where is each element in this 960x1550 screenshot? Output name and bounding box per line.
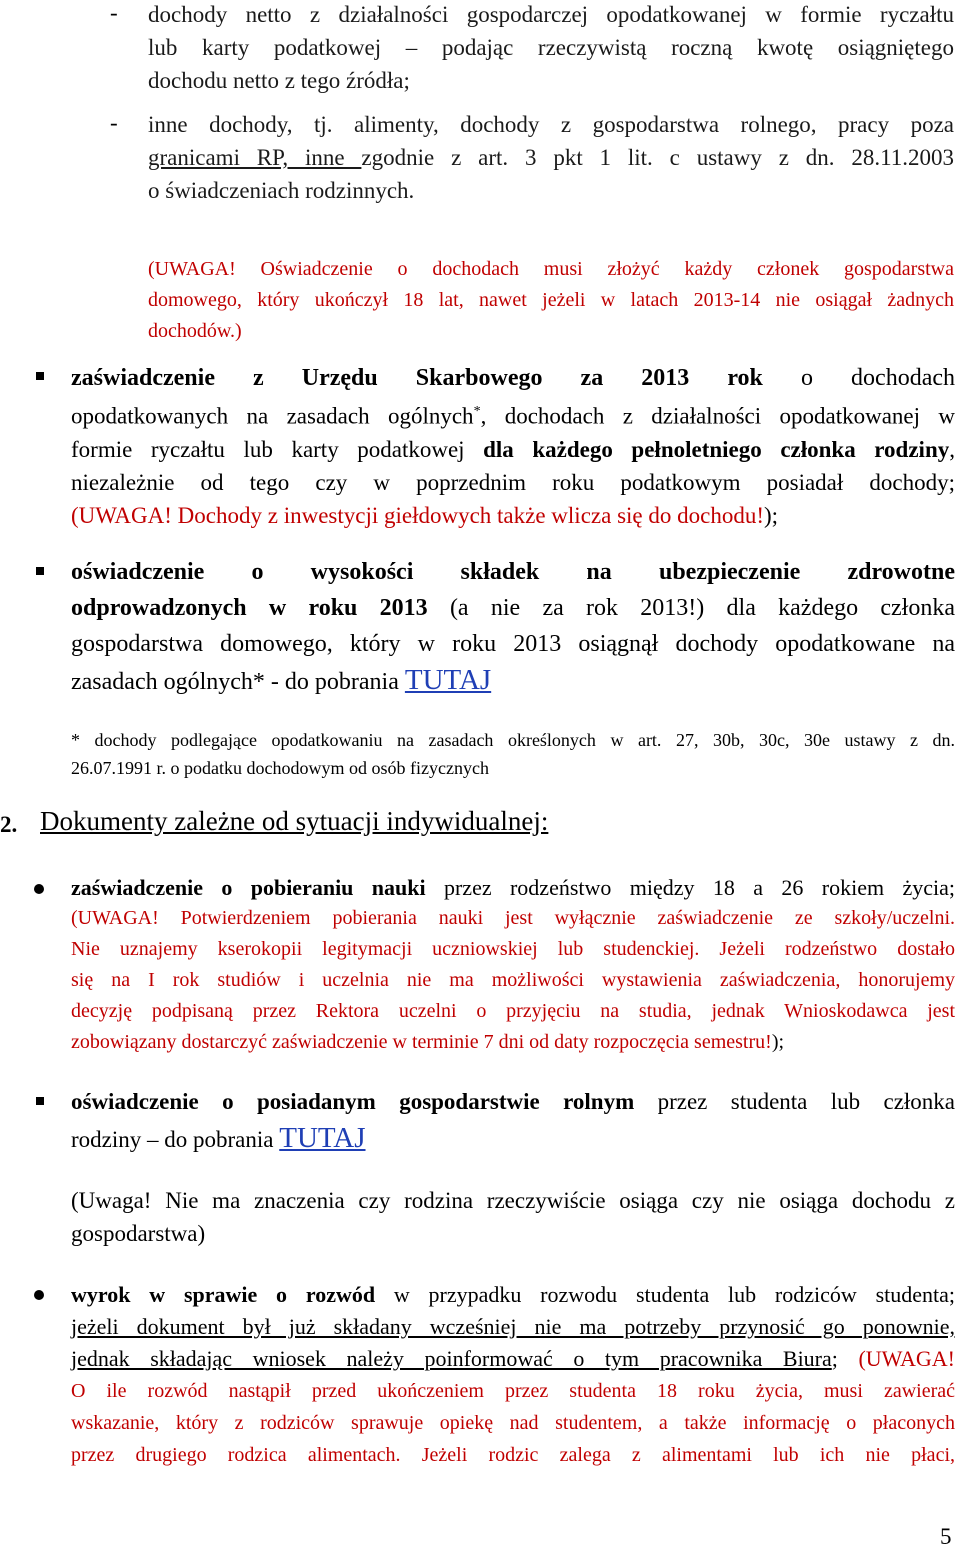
red-text: ile rozwód nastąpił przed ukończeniem przez studenta 18 roku życia, musi zawierać xyxy=(85,1380,955,1402)
text-line: decyzję podpisaną przez Rektora uczelni o przyjęciu na studia, jednak Wnioskodawca jest xyxy=(71,1000,955,1022)
text-line: lub karty podatkowej – podając rzeczywistą roczną kwotę osiągniętego xyxy=(148,35,954,60)
text-line: dochodów.) xyxy=(148,320,242,342)
square-bullet-icon xyxy=(36,567,44,575)
text-line xyxy=(71,433,955,466)
dash-item-other-income xyxy=(148,108,954,207)
uwaga-label: (UWAGA! xyxy=(71,907,159,929)
list-item-health-insurance xyxy=(71,554,955,700)
text-span: rodziny – do pobrania xyxy=(71,1127,280,1152)
list-item-study-certificate xyxy=(71,872,955,1058)
text-line xyxy=(71,395,955,433)
text-line: się na I rok studiów i uczelnia nie ma możliwości wystawienia zaświadczenia, honorujemy xyxy=(71,969,955,991)
text-span: (a nie za rok 2013!) dla każdego członka xyxy=(427,595,956,621)
text-line: gospodarstwa domowego, który w roku 2013 osiągnął dochody opodatkowane na xyxy=(71,631,955,657)
text-line: o świadczeniach rodzinnych. xyxy=(148,178,415,203)
text-span: zgodnie z art. 3 pkt 1 lit. c ustawy z dn. 28.11.2003 xyxy=(361,145,954,170)
text-span: ); xyxy=(764,502,779,528)
text-line: 26.07.1991 r. o podatku dochodowym od osób fizycznych xyxy=(71,758,489,778)
text-line xyxy=(71,1120,955,1158)
text-span: opodatkowanych na zasadach ogólnych xyxy=(71,403,474,429)
bold-text: oświadczenie o wysokości składek na ubezpieczenie zdrowotne xyxy=(71,559,955,585)
text-line xyxy=(71,554,955,590)
text-line: domowego, który ukończył 18 lat, nawet jeżeli w latach 2013-14 nie osiągał żadnych xyxy=(148,289,954,311)
bold-text: dla każdego pełnoletniego członka rodziny xyxy=(483,436,950,462)
text-line xyxy=(71,362,955,395)
text-line xyxy=(71,872,955,903)
red-text: O xyxy=(71,1380,86,1402)
uwaga-label: (UWAGA! xyxy=(71,502,178,528)
section-number: 2. xyxy=(0,812,18,837)
text-line xyxy=(71,1375,955,1407)
bold-text: zaświadczenie z Urzędu Skarbowego za 2013 rok xyxy=(71,365,763,391)
square-bullet-icon xyxy=(36,372,44,380)
bold-text: wyrok w sprawie o rozwód xyxy=(71,1282,376,1307)
text-span: ; xyxy=(831,1346,859,1371)
red-text: Potwierdzeniem pobierania nauki jest wyłącznie zaświadczenie ze szkoły/uczelni. xyxy=(158,907,955,929)
dash-item-business-income xyxy=(148,0,954,97)
round-bullet-icon xyxy=(34,1290,44,1300)
farm-note xyxy=(71,1184,955,1250)
text-line: gospodarstwa) xyxy=(71,1221,206,1246)
list-item-tax-certificate xyxy=(71,362,955,532)
text-line: przez drugiego rodzica alimentach. Jeżeli rodzic zalega z alimentami lub ich nie płaci, xyxy=(71,1444,955,1466)
bold-text: odprowadzonych w roku 2013 xyxy=(71,595,428,621)
download-link-farm[interactable]: TUTAJ xyxy=(279,1122,366,1154)
text-span: formie ryczałtu lub karty podatkowej xyxy=(71,436,484,462)
text-line xyxy=(148,141,954,174)
square-bullet-icon xyxy=(36,1097,44,1105)
underlined-text: jednak składając wniosek należy poinformować o tym pracownika Biura xyxy=(71,1346,832,1371)
footnote xyxy=(71,726,955,782)
bold-text: oświadczenie o posiadanym gospodarstwie rolnym xyxy=(71,1089,635,1114)
text-line xyxy=(71,1343,955,1375)
text-line xyxy=(71,662,955,700)
footnote-marker: * xyxy=(473,404,481,419)
text-line xyxy=(71,1279,955,1311)
list-item-divorce-ruling xyxy=(71,1279,955,1471)
bold-text: zaświadczenie o pobieraniu nauki xyxy=(71,875,426,900)
text-line xyxy=(71,590,955,626)
uwaga-label: (Uwaga! xyxy=(71,1188,152,1213)
uwaga-note-income-declaration xyxy=(148,254,954,347)
text-line xyxy=(71,1084,955,1120)
download-link-health-insurance[interactable]: TUTAJ xyxy=(404,664,492,696)
dash-bullet: - xyxy=(110,110,118,135)
text-line: * dochody podlegające opodatkowaniu na zasadach określonych w art. 27, 30b, 30c, 30e ustawy z dn. xyxy=(71,730,955,750)
round-bullet-icon xyxy=(34,884,44,894)
underlined-line: jeżeli dokument był już składany wcześniej nie ma potrzeby przynosić go ponownie, xyxy=(71,1314,955,1339)
red-text: zobowiązany dostarczyć zaświadczenie w terminie 7 dni od daty rozpoczęcia semestru! xyxy=(71,1031,772,1053)
uwaga-label: (UWAGA! xyxy=(858,1346,955,1371)
text-line xyxy=(71,499,955,532)
text-span: ); xyxy=(771,1031,785,1053)
text-span: przez studenta lub członka xyxy=(634,1089,956,1114)
text-line: niezależnie od tego czy w poprzednim roku podatkowym posiadał dochody; xyxy=(71,469,955,495)
text-span: Nie ma znaczenia czy rodzina rzeczywiście osiąga czy nie osiąga dochodu z xyxy=(151,1188,955,1213)
text-span: przez rodzeństwo między 18 a 26 rokiem życia; xyxy=(425,875,955,900)
text-line: (UWAGA! Oświadczenie o dochodach musi złożyć każdy członek gospodarstwa xyxy=(148,258,954,280)
text-line: dochodu netto z tego źródła; xyxy=(148,68,410,93)
text-span: , dochodach z działalności opodatkowanej w xyxy=(480,403,955,429)
underlined-text: granicami RP, inne xyxy=(148,145,362,170)
text-line xyxy=(71,903,955,934)
text-line: wskazanie, który z rodziców sprawuje opiekę nad studentem, a także informację o płaconych xyxy=(71,1412,955,1434)
red-text: Dochody z inwestycji giełdowych także wlicza się do dochodu! xyxy=(177,502,764,528)
text-line: Nie uznajemy kserokopii legitymacji uczniowskiej lub studenckiej. Jeżeli rodzeństwo dostało xyxy=(71,938,955,960)
section-title: Dokumenty zależne od sytuacji indywidualnej: xyxy=(40,806,549,836)
list-item-farm-declaration xyxy=(71,1084,955,1158)
dash-bullet: - xyxy=(110,0,118,25)
page-number: 5 xyxy=(940,1524,952,1549)
text-line: inne dochody, tj. alimenty, dochody z gospodarstwa rolnego, pracy poza xyxy=(148,112,954,137)
text-line xyxy=(71,1027,955,1058)
text-line: dochody netto z działalności gospodarczej opodatkowanej w formie ryczałtu xyxy=(148,2,954,27)
text-span: w przypadku rozwodu studenta lub rodziców studenta; xyxy=(375,1282,955,1307)
text-span: o dochodach xyxy=(800,365,956,391)
text-span: zasadach ogólnych* - do pobrania xyxy=(71,669,405,695)
text-line xyxy=(71,1184,955,1217)
text-span: , xyxy=(949,436,955,462)
